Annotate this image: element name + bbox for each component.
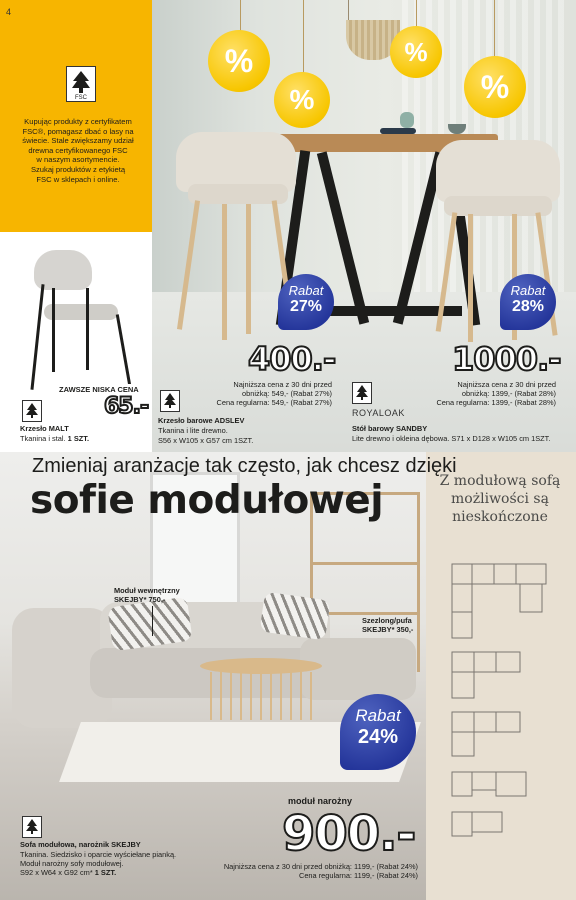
fsc-info-panel [0,0,152,232]
skejby-name: Sofa modułowa, narożnik SKEJBY [20,840,141,849]
fsc-icon [352,382,372,404]
malt-description: Tkanina i stal. 1 SZT. [20,434,90,443]
malt-price: 65.- [104,394,149,419]
skejby-description-2: Moduł narożny sofy modułowej. [20,859,124,868]
skejby-description-3: S92 x W64 x G92 cm* 1 SZT. [20,868,117,877]
headline-line-1: Zmieniaj aranżacje tak często, jak chcesz dzięki [32,455,457,477]
skejby-module-label: moduł narożny [288,796,353,806]
royaloak-logo: ROYALOAK [352,408,405,418]
adslev-description-2: S56 x W105 x G57 cm 1SZT. [158,436,254,445]
discount-tag-2: % [274,72,330,128]
adslev-name: Krzesło barowe ADSLEV [158,416,245,425]
fsc-info-text: Kupując produkty z certyfikatem FSC®, pomagasz dbać o lasy na świecie. Stale zwiększamy udział drewna certyfikowanego FSC w naszym asortymencie. Szukaj produktów z etykietą FSC w sklepach i online. [22,117,134,184]
modular-side-text: Z modułową sofą możliwości są nieskończone [439,473,561,525]
discount-tag-1: % [208,30,270,92]
sandby-description: Lite drewno i okleina dębowa. S71 x D128 x W105 cm 1SZT. [352,434,551,443]
adslev-description-1: Tkanina i lite drewno. [158,426,228,435]
fsc-icon [160,390,180,412]
skejby-price: 900.- [282,806,416,862]
callout-inner-module: Moduł wewnętrzny SKEJBY* 750,- [114,586,180,604]
malt-name: Krzesło MALT [20,424,69,433]
sandby-rabat-bubble: Rabat 28% [500,274,556,330]
skejby-rabat-bubble: Rabat 24% [340,694,416,770]
skejby-price-info: Najniższa cena z 30 dni przed obniżką: 1199,- (Rabat 24%) Cena regularna: 1199,- (Rabat 24%) [223,862,418,880]
bar-chair-right-image [436,140,560,202]
discount-tag-4: % [464,56,526,118]
svg-text:FSC: FSC [75,95,87,101]
fsc-icon [22,400,42,422]
malt-low-price-badge: ZAWSZE NISKA CENA [56,384,142,395]
adslev-price: 400.- [248,340,336,378]
fsc-logo [66,66,96,102]
skejby-description-1: Tkanina. Siedzisko i oparcie wyściełane pianką. [20,850,177,859]
adslev-price-info: Najniższa cena z 30 dni przed obniżką: 549,- (Rabat 27%) Cena regularna: 549,- (Rabat 27%) [216,380,332,407]
modular-configurations-diagram [446,558,556,848]
fsc-icon [22,816,42,838]
discount-tag-3: % [390,26,442,78]
bar-chair-left-image [176,132,296,192]
page-number: 4 [6,7,12,17]
sandby-name: Stół barowy SANDBY [352,424,428,433]
callout-chaise-module: Szezlong/pufa SKEJBY* 350,- [362,616,414,634]
adslev-rabat-bubble: Rabat 27% [278,274,334,330]
sandby-price-info: Najniższa cena z 30 dni przed obniżką: 1399,- (Rabat 28%) Cena regularna: 1399,- (Rabat 28%) [436,380,556,407]
sandby-price: 1000.- [452,340,561,378]
headline-line-2: sofie modułowej [30,478,384,523]
